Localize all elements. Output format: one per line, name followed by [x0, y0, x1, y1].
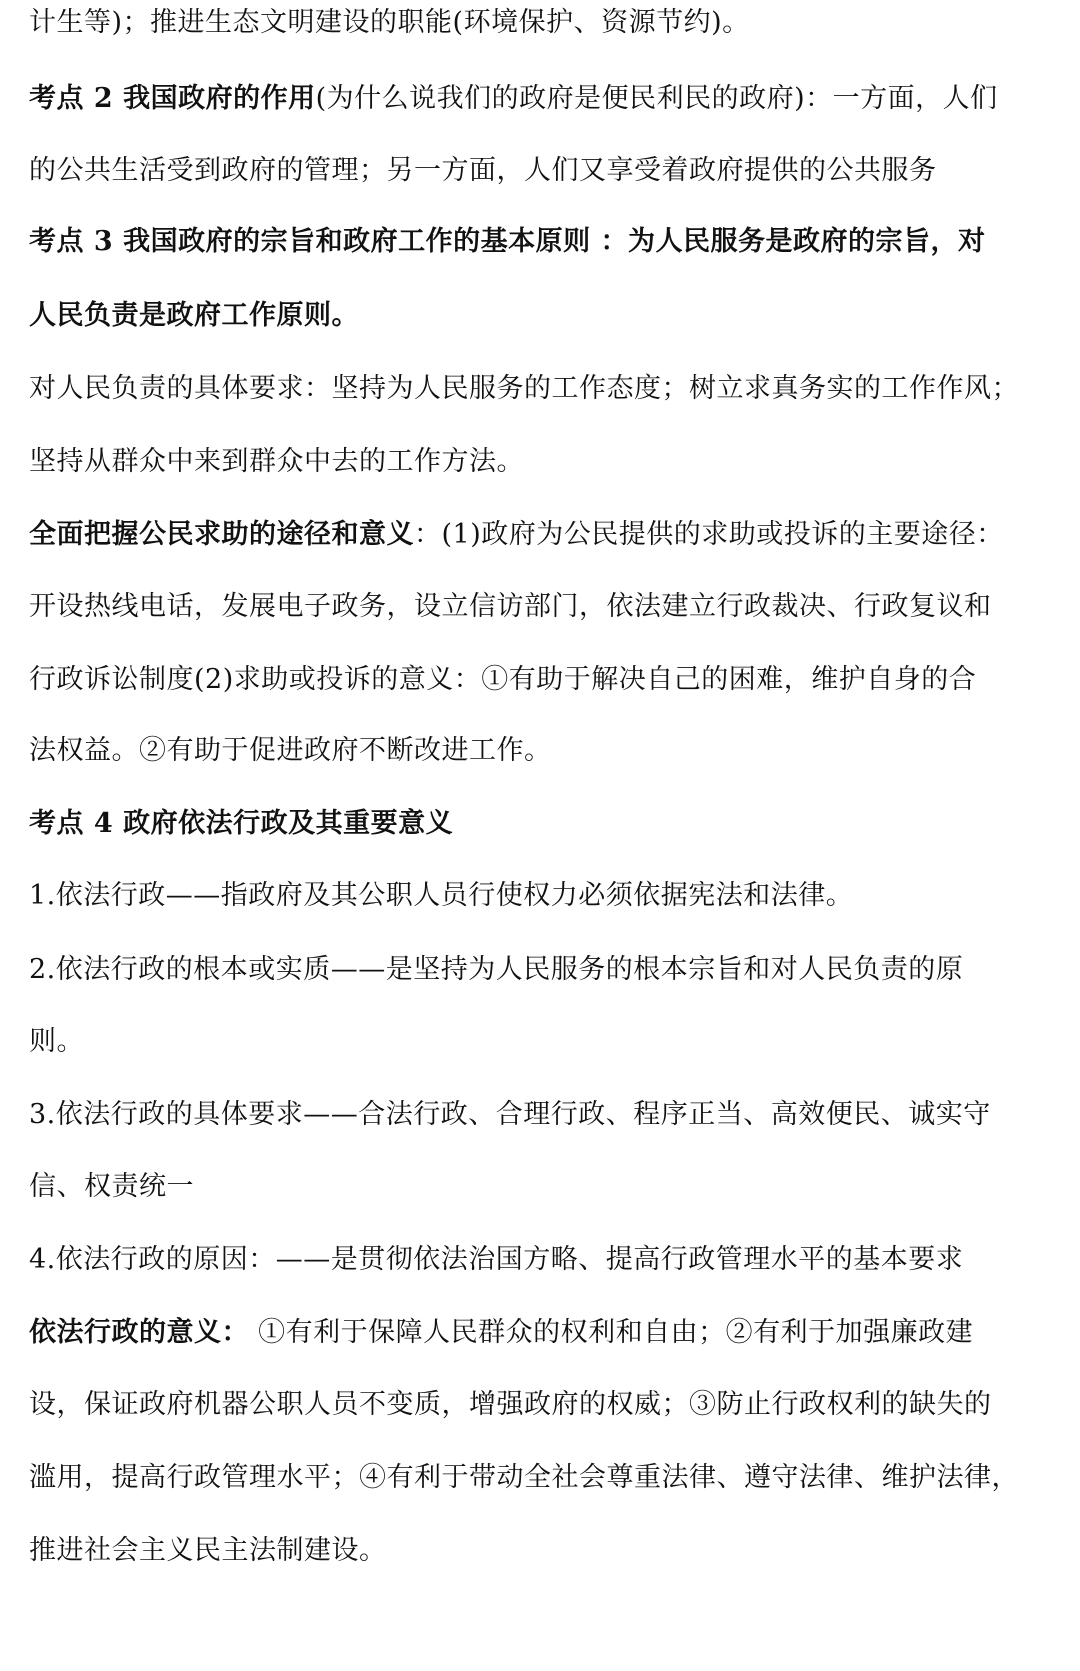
kaodian-2-heading: 考点 2 我国政府的作用 [29, 83, 316, 114]
text-line: 滥用，提高行政管理水平；④有利于带动全社会尊重法律、遵守法律、维护法律， [29, 1462, 1019, 1493]
text-line: 4.依法行政的原因：——是贯彻依法治国方略、提高行政管理水平的基本要求 [29, 1244, 964, 1275]
principle-line: 人民负责是政府工作原则。 [29, 300, 359, 331]
text-line: 3.依法行政的具体要求——合法行政、合理行政、程序正当、高效便民、诚实守 [29, 1099, 991, 1130]
help-heading: 全面把握公民求助的途径和意义 [29, 519, 414, 550]
text-line: 1.依法行政——指政府及其公职人员行使权力必须依据宪法和法律。 [29, 880, 854, 911]
text-line: 计生等)；推进生态文明建设的职能(环境保护、资源节约)。 [29, 7, 750, 38]
kaodian-2-line [29, 79, 1059, 119]
help-text: ：(1)政府为公民提供的求助或投诉的主要途径： [414, 519, 1004, 550]
help-line [29, 515, 1059, 555]
text-line: 法权益。②有助于促进政府不断改进工作。 [29, 735, 552, 766]
significance-text: ①有利于保障人民群众的权利和自由；②有利于加强廉政建 [249, 1317, 974, 1348]
text-line: 行政诉讼制度(2)求助或投诉的意义：①有助于解决自己的困难，维护自身的合 [29, 664, 977, 695]
text-line: 坚持从群众中来到群众中去的工作方法。 [29, 446, 524, 477]
text-line: 的公共生活受到政府的管理；另一方面，人们又享受着政府提供的公共服务 [29, 155, 937, 186]
text-line: 对人民负责的具体要求：坚持为人民服务的工作态度；树立求真务实的工作作风； [29, 373, 1019, 404]
text-line: 信、权责统一 [29, 1171, 194, 1202]
text-line: 2.依法行政的根本或实质——是坚持为人民服务的根本宗旨和对人民负责的原 [29, 954, 964, 985]
kaodian-3-heading: 考点 3 我国政府的宗旨和政府工作的基本原则 ：为人民服务是政府的宗旨，对 [29, 226, 986, 257]
text-line: 设，保证政府机器公职人员不变质，增强政府的权威；③防止行政权利的缺失的 [29, 1389, 992, 1420]
text-line: 则。 [29, 1026, 84, 1057]
kaodian-4-heading: 考点 4 政府依法行政及其重要意义 [29, 808, 454, 839]
kaodian-2-text: (为什么说我们的政府是便民利民的政府)：一方面，人们 [315, 83, 998, 114]
text-line: 推进社会主义民主法制建设。 [29, 1535, 387, 1566]
significance-heading: 依法行政的意义： [29, 1317, 249, 1348]
significance-line [29, 1313, 1059, 1353]
text-line: 开设热线电话，发展电子政务，设立信访部门，依法建立行政裁决、行政复议和 [29, 591, 992, 622]
